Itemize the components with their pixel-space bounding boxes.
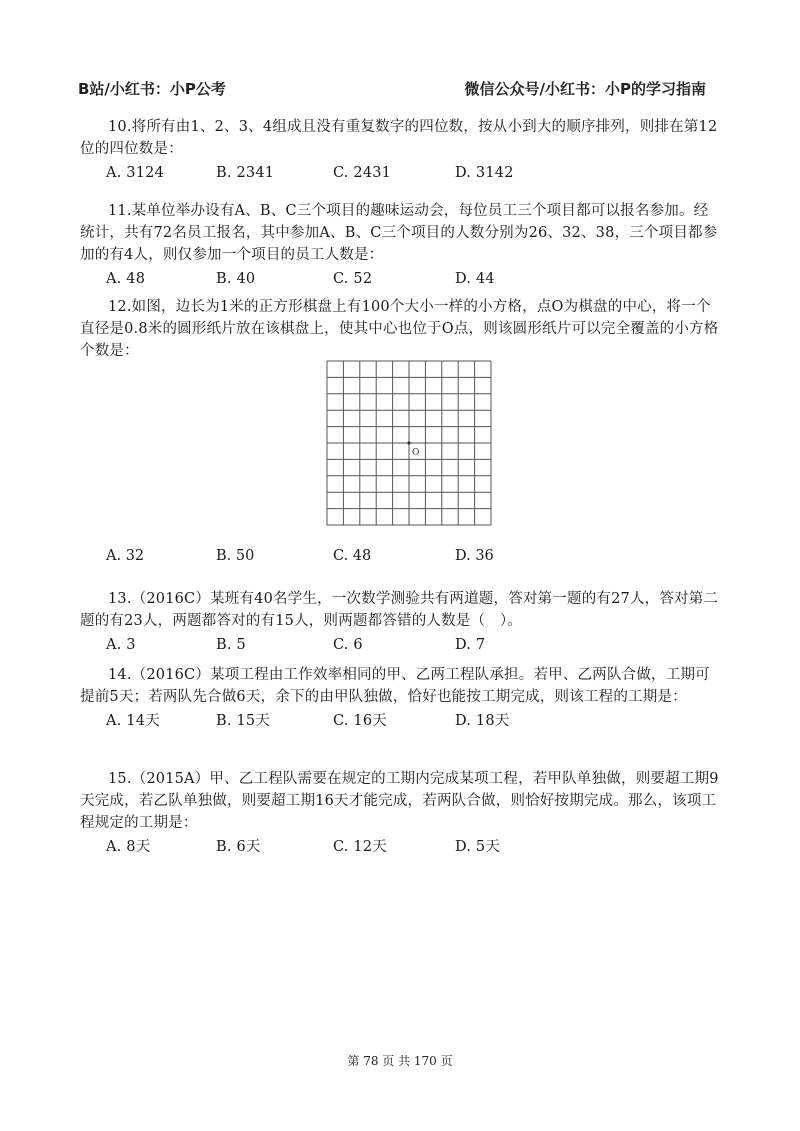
- option-row: [80, 162, 720, 184]
- question-stem: 11.某单位举办设有A、B、C三个项目的趣味运动会，每位员工三个项目都可以报名参加。经统计，共有72名员工报名，其中参加A、B、C三个项目的人数分别为26、32、38，三个项目都参加的有4人，则仅参加一个项目的员工人数是：: [80, 203, 718, 263]
- option-b: B. 6天: [216, 839, 261, 855]
- header-right-source: 微信公众号/小红书：小P的学习指南: [464, 80, 706, 98]
- option-a: A. 3: [106, 637, 136, 653]
- question-stem: 14.（2016C）某项工程由工作效率相同的甲、乙两工程队承担。若甲、乙两队合做，工期可提前5天；若两队先合做6天，余下的由甲队独做，恰好也能按工期完成，则该工程的工期是：: [80, 667, 710, 705]
- center-point: [407, 441, 410, 444]
- option-a: A. 8天: [106, 839, 151, 855]
- question-stem: 10.将所有由1、2、3、4组成且没有重复数字的四位数，按从小到大的顺序排列，则排在第12位的四位数是：: [80, 119, 718, 157]
- option-c: C. 2431: [333, 165, 392, 181]
- option-d: D. 18天: [455, 713, 510, 729]
- option-b: B. 40: [216, 271, 256, 287]
- page-number: 第 78 页 共 170 页: [347, 1054, 453, 1068]
- option-d: D. 5天: [455, 839, 501, 855]
- chessboard-grid: [326, 360, 492, 526]
- center-label: O: [412, 448, 420, 458]
- option-b: B. 50: [216, 548, 255, 564]
- option-row: [80, 634, 720, 656]
- option-row: [80, 548, 575, 564]
- question-10: [80, 116, 720, 184]
- question-12: [80, 296, 720, 362]
- option-b: B. 5: [216, 637, 246, 653]
- option-b: B. 15天: [216, 713, 271, 729]
- option-c: C. 52: [333, 271, 373, 287]
- option-c: C. 6: [333, 637, 363, 653]
- question-15: [80, 768, 720, 858]
- question-stem: 12.如图，边长为1米的正方形棋盘上有100个大小一样的小方格，点O为棋盘的中心，将一个直径是0.8米的圆形纸片放在该棋盘上，使其中心也位于O点，则该圆形纸片可以完全覆盖的小方格个数是：: [80, 299, 719, 359]
- question-11: [80, 200, 720, 290]
- option-a: A. 32: [106, 548, 145, 564]
- option-c: C. 16天: [333, 713, 387, 729]
- option-c: C. 48: [333, 548, 372, 564]
- question-14: [80, 664, 720, 732]
- option-d: D. 36: [455, 548, 494, 564]
- option-d: D. 44: [455, 271, 495, 287]
- chessboard-figure: [326, 360, 492, 526]
- option-d: D. 7: [455, 637, 486, 653]
- option-row: [80, 836, 720, 858]
- question-stem: 15.（2015A）甲、乙工程队需要在规定的工期内完成某项工程，若甲队单独做，则要超工期9天完成，若乙队单独做，则要超工期16天才能完成，若两队合做，则恰好按期完成。那么，该项工程规定的工期是：: [80, 771, 719, 831]
- header-left-source: B站/小红书：小P公考: [78, 80, 226, 98]
- option-a: A. 3124: [106, 165, 164, 181]
- option-b: B. 2341: [216, 165, 275, 181]
- option-row: [80, 268, 720, 290]
- question-stem: 13.（2016C）某班有40名学生，一次数学测验共有两道题，答对第一题的有27人，答对第二题的有23人，两题都答对的有15人，则两题都答错的人数是（ ）。: [80, 591, 719, 629]
- option-d: D. 3142: [455, 165, 514, 181]
- option-a: A. 48: [106, 271, 146, 287]
- option-row: [80, 710, 720, 732]
- question-13: [80, 588, 720, 656]
- option-a: A. 14天: [106, 713, 160, 729]
- option-c: C. 12天: [333, 839, 387, 855]
